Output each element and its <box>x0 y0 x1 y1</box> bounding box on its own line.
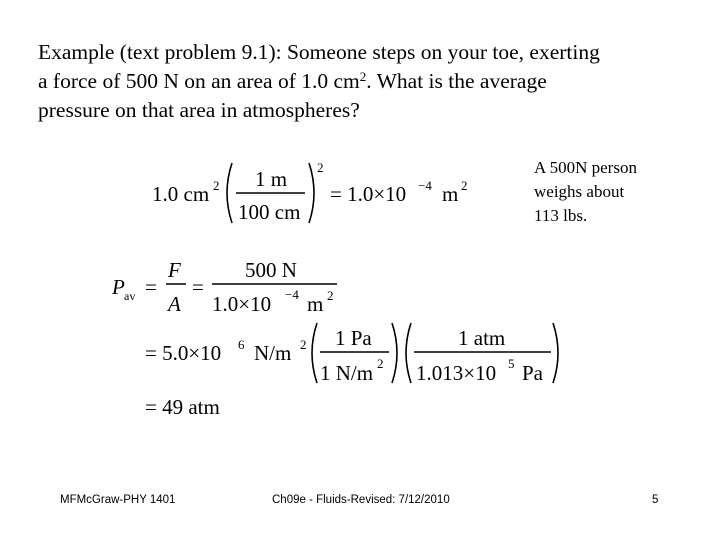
footer-course: MFMcGraw-PHY 1401 <box>60 494 176 506</box>
pressure-symbol: P <box>112 275 125 299</box>
force-value: 500 N <box>245 258 297 282</box>
weight-note-line-1: A 500N person <box>534 158 637 177</box>
conversion-denominator: 100 cm <box>238 200 301 224</box>
atm-denominator-unit: Pa <box>522 361 543 385</box>
atm-denominator-exponent: 5 <box>508 356 515 371</box>
pa-denominator: 1 N/m <box>320 361 374 385</box>
area-lhs-exponent: 2 <box>213 178 220 193</box>
weight-note-line-3: 113 lbs. <box>534 206 588 225</box>
pressure-equals-1: = <box>145 275 157 299</box>
page-number: 5 <box>652 494 659 506</box>
step2-lead: = 5.0×10 <box>145 341 222 365</box>
pa-fraction-right-paren <box>392 323 397 383</box>
result: = 49 atm <box>145 395 220 419</box>
problem-area-exponent: 2 <box>359 69 367 84</box>
area-rhs: = 1.0×10 <box>330 182 407 206</box>
pa-fraction-left-paren <box>312 323 317 383</box>
step2-lead-exponent: 6 <box>238 337 245 352</box>
pa-denominator-exponent: 2 <box>377 356 384 371</box>
problem-line-3: pressure on that area in atmospheres? <box>38 98 360 122</box>
unit-conversion-equation <box>145 323 558 385</box>
pa-numerator: 1 Pa <box>335 326 372 350</box>
atm-numerator: 1 atm <box>458 326 506 350</box>
step2-unit-exponent: 2 <box>300 337 307 352</box>
conversion-left-paren <box>227 163 232 223</box>
area-value-unit: m <box>307 292 324 316</box>
area-rhs-exponent: −4 <box>418 178 432 193</box>
pressure-equals-2: = <box>192 275 204 299</box>
problem-line-1: Example (text problem 9.1): Someone steps on your toe, exerting <box>38 40 600 64</box>
problem-line-2-text: a force of 500 N on an area of 1.0 cm <box>38 69 360 93</box>
force-symbol: F <box>168 258 181 282</box>
conversion-outer-exponent: 2 <box>317 160 324 175</box>
atm-denominator: 1.013×10 <box>416 361 497 385</box>
conversion-numerator: 1 m <box>255 167 288 191</box>
conversion-right-paren <box>309 163 314 223</box>
atm-fraction-right-paren <box>553 323 558 383</box>
area-value: 1.0×10 <box>212 292 272 316</box>
area-value-unit-exponent: 2 <box>327 288 334 303</box>
area-lhs: 1.0 cm <box>152 182 210 206</box>
pressure-definition-equation <box>111 258 337 316</box>
weight-note-line-2: weighs about <box>534 182 625 201</box>
footer-chapter: Ch09e - Fluids-Revised: 7/12/2010 <box>272 494 450 506</box>
pressure-subscript: av <box>124 289 136 303</box>
step2-unit: N/m <box>254 341 292 365</box>
area-rhs-unit: m <box>442 182 459 206</box>
atm-fraction-left-paren <box>406 323 411 383</box>
area-value-exponent: −4 <box>285 287 299 302</box>
area-rhs-unit-exponent: 2 <box>461 178 468 193</box>
area-conversion-equation <box>152 160 468 224</box>
area-symbol: A <box>168 292 181 316</box>
problem-line-2-rest: . What is the average <box>366 69 547 93</box>
